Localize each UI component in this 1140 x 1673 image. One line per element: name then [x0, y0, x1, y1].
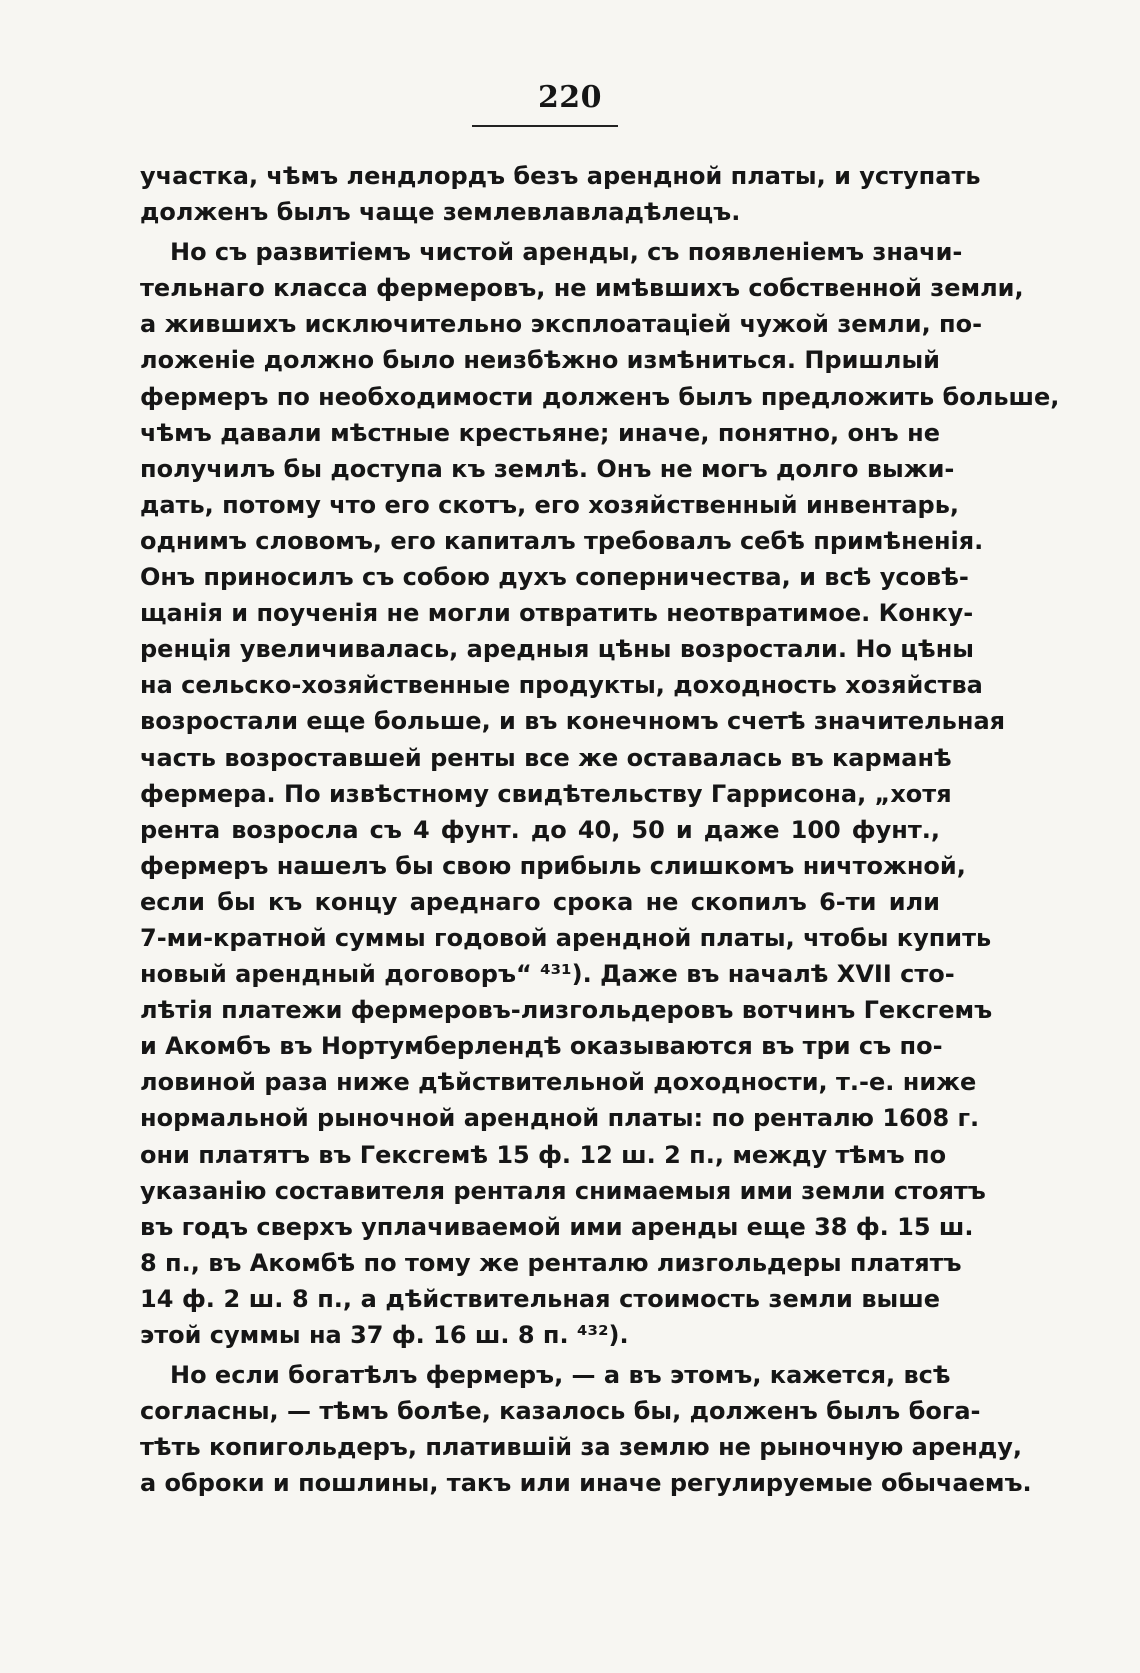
text-line: этой суммы на 37 ф. 16 ш. 8 п. ⁴³²).: [140, 1321, 629, 1349]
text-line: тѣть копигольдеръ, платившій за землю не рыночную аренду,: [140, 1433, 1023, 1462]
paragraph-1: [140, 158, 981, 230]
text-line: фермера. По извѣстному свидѣтельству Гаррисона, „хотя: [140, 779, 952, 808]
text-line: долженъ былъ чаще землевлавладѣлецъ.: [140, 198, 741, 227]
text-line: 14 ф. 2 ш. 8 п., а дѣйствительная стоимость земли выше: [140, 1284, 940, 1313]
text-line: возростали еще больше, и въ конечномъ счетѣ значительная: [140, 707, 1006, 736]
text-line: 7-ми-кратной суммы годовой арендной платы, чтобы купить: [140, 923, 992, 952]
text-line: чѣмъ давали мѣстные крестьяне; иначе, понятно, онъ не: [140, 418, 940, 447]
text-line: часть возроставшей ренты все же оставалась въ карманѣ: [140, 743, 952, 772]
text-line: получилъ бы доступа къ землѣ. Онъ не могъ долго выжи-: [140, 454, 955, 483]
paragraph-3: [140, 1357, 1032, 1501]
page-number-rule: [472, 125, 618, 127]
text-line: дать, потому что его скотъ, его хозяйственный инвентарь,: [140, 490, 959, 519]
text-line: однимъ словомъ, его капиталъ требовалъ себѣ примѣненія.: [140, 526, 984, 555]
text-line: а жившихъ исключительно эксплоатаціей чужой земли, по-: [140, 310, 983, 339]
text-line: а оброки и пошлины, такъ или иначе регулируемые обычаемъ.: [140, 1469, 1032, 1498]
text-line: щанія и поученія не могли отвратить неотвратимое. Конку-: [140, 599, 974, 628]
page-number: 220: [537, 80, 603, 115]
text-line: они платятъ въ Гексгемѣ 15 ф. 12 ш. 2 п., между тѣмъ по: [140, 1140, 947, 1169]
text-line: 8 п., въ Акомбѣ по тому же ренталю лизгольдеры платятъ: [140, 1248, 962, 1277]
text-line: Но съ развитіемъ чистой аренды, съ появленіемъ значи-: [170, 238, 963, 267]
text-line: лѣтія платежи фермеровъ-лизгольдеровъ вотчинъ Гексгемъ: [140, 996, 993, 1025]
text-line: ложеніе должно было неизбѣжно измѣниться. Пришлый: [140, 346, 940, 375]
text-line: на сельско-хозяйственные продукты, доходность хозяйства: [140, 671, 983, 700]
text-line: ренція увеличивалась, аредныя цѣны возростали. Но цѣны: [140, 635, 974, 664]
text-line: согласны, — тѣмъ болѣе, казалось бы, долженъ былъ бога-: [140, 1397, 981, 1426]
text-line: рента возросла съ 4 фунт. до 40, 50 и даже 100 фунт.,: [140, 815, 940, 844]
paragraph-2: [140, 234, 1060, 1353]
text-line: если бы къ концу ареднаго срока не скопилъ 6-ти или: [140, 887, 940, 916]
text-line: фермеръ нашелъ бы свою прибыль слишкомъ ничтожной,: [140, 851, 966, 880]
text-line: Но если богатѣлъ фермеръ, — а въ этомъ, кажется, всѣ: [170, 1361, 951, 1390]
text-line: фермеръ по необходимости долженъ былъ предложить больше,: [140, 382, 1060, 411]
text-line: въ годъ сверхъ уплачиваемой ими аренды еще 38 ф. 15 ш.: [140, 1212, 974, 1241]
text-line: Онъ приносилъ съ собою духъ соперничества, и всѣ усовѣ-: [140, 563, 969, 592]
text-line: нормальной рыночной арендной платы: по ренталю 1608 г.: [140, 1104, 980, 1133]
text-line: тельнаго класса фермеровъ, не имѣвшихъ собственной земли,: [140, 274, 1024, 303]
text-line: новый арендный договоръ“ ⁴³¹). Даже въ началѣ XVII сто-: [140, 960, 955, 989]
text-line: указанію составителя ренталя снимаемыя ими земли стоятъ: [140, 1176, 986, 1205]
text-line: ловиной раза ниже дѣйствительной доходности, т.-е. ниже: [140, 1068, 977, 1097]
text-line: и Акомбъ въ Нортумберлендѣ оказываются въ три съ по-: [140, 1032, 943, 1061]
text-line: участка, чѣмъ лендлордъ безъ арендной платы, и уступать: [140, 162, 981, 190]
body-text: [140, 158, 1060, 1501]
